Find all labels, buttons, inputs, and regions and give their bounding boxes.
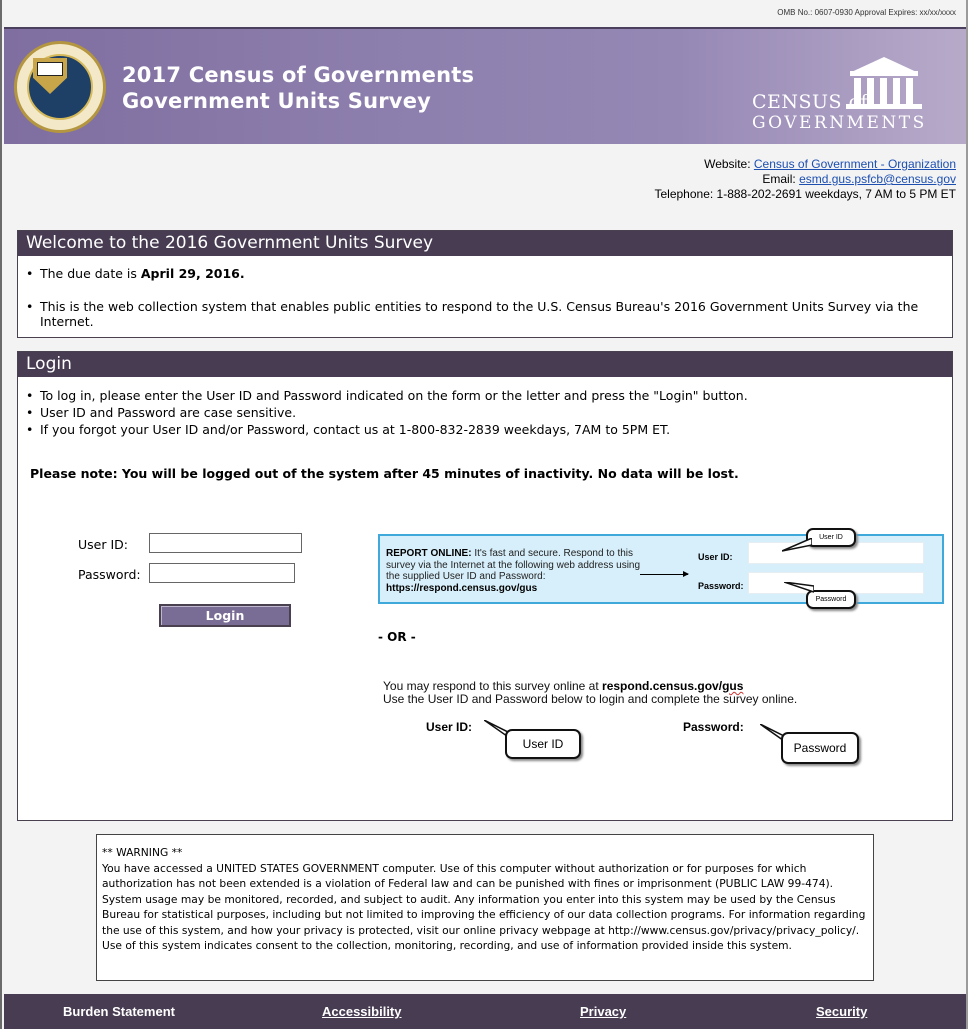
email-link[interactable]: esmd.gus.psfcb@census.gov — [799, 172, 956, 186]
callout-password: Password — [781, 732, 859, 764]
email-row — [654, 172, 956, 187]
login-button[interactable]: Login — [159, 604, 291, 627]
callout-password-small: Password — [806, 590, 856, 609]
respond-instructions: You may respond to this survey online at respond.census.gov/gus Use the User ID and Password below to login and complete the survey online. — [383, 679, 798, 706]
password-label: Password: — [78, 567, 141, 582]
callout-pointer-icon — [782, 538, 812, 552]
footer-privacy-link[interactable]: Privacy — [580, 1004, 627, 1019]
warning-body: You have accessed a UNITED STATES GOVERNMENT computer. Use of this computer without authorization or for purposes for which authorization has not been extended is a violation of Federal law and can be punished with fines or imprisonment (PUBLIC LAW 99-474). System usage may be monitored, recorded, and subject to audit. Any information you enter into this system may be used by the Census Bureau for statistical purposes, including but not limited to improving the efficiency of our data collection programs. For information regarding the use of this system, and how your privacy is protected, visit our online privacy webpage at http://www.census.gov/privacy/privacy_policy/. Use of this system indicates consent to the collection, monitoring, recording, and use of information provided inside this system. — [102, 861, 866, 952]
login-panel — [17, 351, 953, 821]
logo-text-line2: GOVERNMENTS — [752, 113, 927, 133]
due-date: April 29, 2016. — [140, 266, 245, 281]
footer-bar — [4, 994, 966, 1029]
banner-title-line1: 2017 Census of Governments — [122, 63, 475, 87]
sample-userid-label-2: User ID: — [426, 720, 473, 734]
footer-security-link[interactable]: Security — [816, 1004, 868, 1019]
website-link[interactable]: Census of Government - Organization — [753, 157, 956, 171]
header-banner — [4, 27, 966, 144]
website-label: Website: — [704, 157, 751, 171]
footer-burden-statement[interactable]: Burden Statement — [63, 1004, 175, 1019]
footer-accessibility-link[interactable]: Accessibility — [322, 1004, 402, 1019]
banner-title-line2: Government Units Survey — [122, 89, 432, 113]
letter-sample-report-online — [378, 534, 944, 604]
description-item: • This is the web collection system that enables public entities to respond to the U.S. Census Bureau's 2016 Government Units Survey via the Internet. — [18, 299, 952, 329]
omb-approval-text: OMB No.: 0607-0930 Approval Expires: xx/xx/xxxx — [777, 8, 956, 17]
welcome-title: Welcome to the 2016 Government Units Survey — [18, 231, 952, 256]
callout-userid: User ID — [505, 729, 581, 759]
userid-input[interactable] — [149, 533, 302, 553]
warning-heading: ** WARNING ** — [102, 846, 183, 859]
logo-text-line1: CENSUS of — [752, 91, 869, 113]
report-url: https://respond.census.gov/gus — [386, 582, 538, 594]
login-title: Login — [18, 352, 952, 377]
login-instruction: • If you forgot your User ID and/or Password, contact us at 1-800-832-2839 weekdays, 7AM to 5PM ET. — [18, 421, 952, 438]
callout-userid-small: User ID — [806, 528, 856, 547]
callout-pointer-icon — [784, 582, 814, 596]
sample-password-label: Password: — [698, 581, 744, 591]
email-label: Email: — [762, 172, 796, 186]
commerce-seal-icon — [14, 41, 106, 133]
userid-label: User ID: — [78, 537, 128, 552]
telephone-text: Telephone: 1-888-202-2691 weekdays, 7 AM to 5 PM ET — [654, 187, 956, 201]
login-instruction: • User ID and Password are case sensitive. — [18, 404, 952, 421]
census-of-governments-logo — [746, 57, 928, 137]
contact-info — [654, 157, 956, 202]
sample-userid-label: User ID: — [698, 552, 733, 562]
login-instruction: • To log in, please enter the User ID and Password indicated on the form or the letter and press the "Login" button. — [18, 387, 952, 404]
arrow-icon — [640, 574, 688, 575]
report-online-text: REPORT ONLINE: It's fast and secure. Respond to this survey via the Internet at the following web address using the supplied User ID and Password: https://respond.census.gov/gus — [386, 548, 641, 594]
or-divider: - OR - — [378, 630, 416, 644]
password-input[interactable] — [149, 563, 295, 583]
welcome-panel — [17, 230, 953, 338]
due-date-item: • The due date is April 29, 2016. — [18, 266, 952, 281]
inactivity-note: Please note: You will be logged out of the system after 45 minutes of inactivity. No data will be lost. — [30, 466, 739, 481]
sample-password-label-2: Password: — [683, 720, 744, 734]
website-row — [654, 157, 956, 172]
warning-notice — [96, 834, 874, 981]
